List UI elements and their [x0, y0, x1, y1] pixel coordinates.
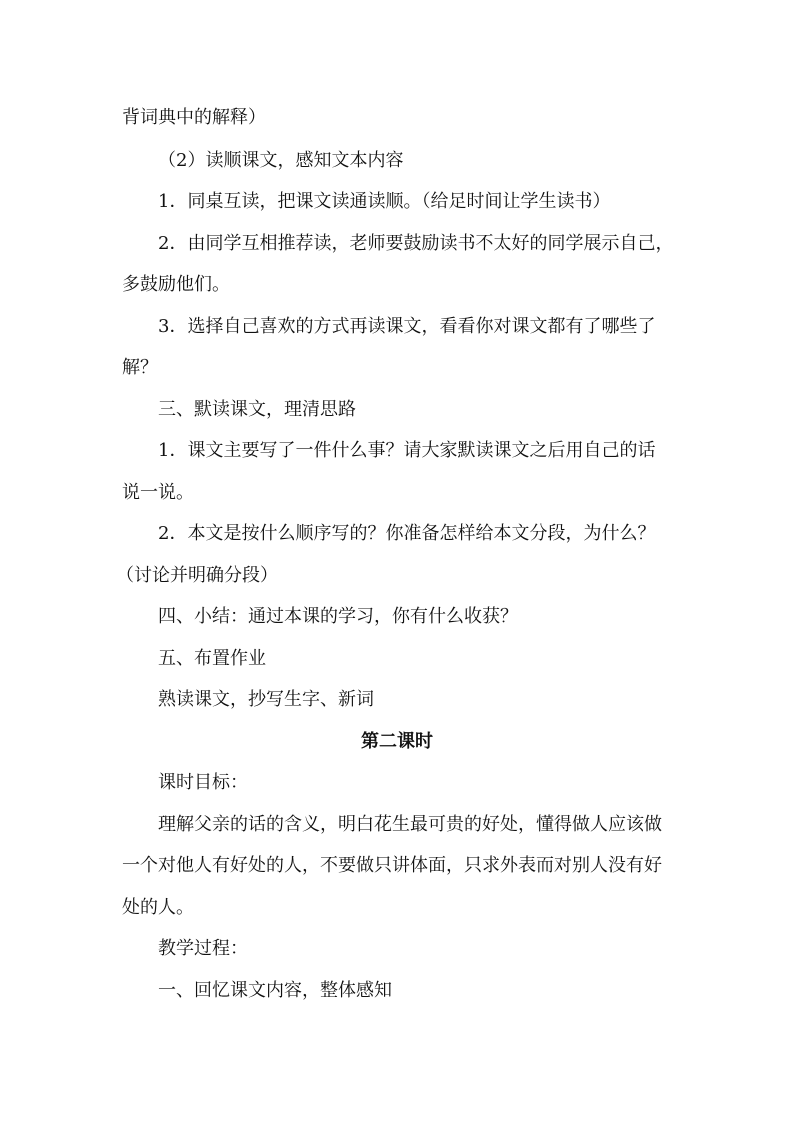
text-line: 2．本文是按什么顺序写的？你准备怎样给本文分段，为什么？: [158, 523, 656, 544]
text-line: 理解父亲的话的含义，明白花生最可贵的好处，懂得做人应该做: [158, 814, 662, 835]
text-line: 处的人。: [122, 897, 194, 918]
text-line: （2）读顺课文，感知文本内容: [158, 150, 404, 171]
section-heading: 一、回忆课文内容，整体感知: [158, 980, 392, 1001]
text-line: 熟读课文，抄写生字、新词: [158, 689, 374, 710]
text-line: 说一说。: [122, 482, 194, 503]
text-line: （讨论并明确分段）: [116, 565, 278, 586]
text-line: 一个对他人有好处的人，不要做只讲体面，只求外表而对别人没有好: [122, 855, 662, 876]
text-line: 背词典中的解释）: [122, 107, 266, 128]
text-line: 2．由同学互相推荐读，老师要鼓励读书不太好的同学展示自己，: [158, 233, 674, 254]
lesson-title: 第二课时: [361, 731, 433, 752]
text-line: 课时目标：: [158, 772, 248, 793]
text-line: 1．同桌互读，把课文读通读顺。（给足时间让学生读书）: [158, 191, 611, 212]
text-line: 多鼓励他们。: [122, 274, 230, 295]
text-line: 1．课文主要写了一件什么事？请大家默读课文之后用自己的话: [158, 440, 656, 461]
section-heading: 四、小结：通过本课的学习，你有什么收获？: [158, 606, 518, 627]
section-heading: 三、默读课文，理清思路: [158, 399, 356, 420]
text-line: 解？: [122, 357, 158, 378]
text-line: 3．选择自己喜欢的方式再读课文，看看你对课文都有了哪些了: [158, 316, 656, 337]
section-heading: 五、布置作业: [158, 648, 266, 669]
text-line: 教学过程：: [158, 938, 248, 959]
